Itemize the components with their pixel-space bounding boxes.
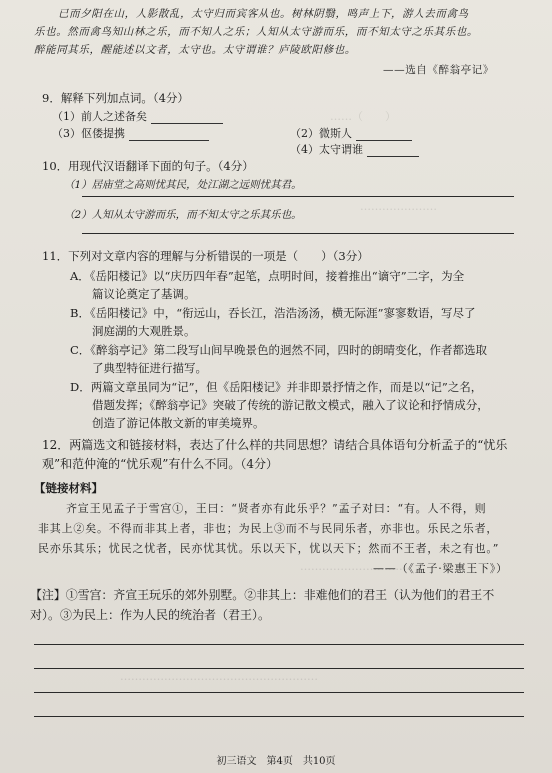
option-d-cont: 借题发挥；《醉翁亭记》突破了传统的游记散文模式，融入了议论和抒情成分， (92, 398, 489, 412)
option-a[interactable]: A．《岳阳楼记》以“庆历四年春”起笔，点明时间，接着推出“谪守”二字，为全 (70, 269, 465, 283)
option-b[interactable]: B．《岳阳楼记》中，“衔远山，吞长江，浩浩汤汤，横无际涯”寥寥数语，写尽了 (70, 306, 476, 320)
link-material-title: 【链接材料】 (34, 481, 103, 495)
page-footer: 初三语文 第4页 共10页 (216, 756, 336, 767)
q10-sentence-1: （1）居庙堂之高则忧其民，处江湖之远则忧其君。 (64, 179, 302, 191)
option-d-cont: 创造了游记体散文新的审美境界。 (92, 416, 265, 430)
answer-blank[interactable] (367, 156, 419, 157)
q10-sentence-2: （2）人知从太守游而乐，而不知太守之乐其乐也。 (64, 209, 302, 221)
answer-line[interactable] (34, 644, 524, 645)
option-d[interactable]: D．两篇文章虽同为“记”，但《岳阳楼记》并非即景抒情之作，而是以“记”之名， (70, 380, 483, 394)
option-c-cont: 了典型特征进行描写。 (92, 361, 207, 375)
q9-item-1: （1）前人之述备矣 (52, 110, 147, 123)
q9-item-3: （3）伛偻提携 (52, 127, 125, 140)
link-material-source: ——（《孟子·梁惠王下》） (373, 562, 508, 575)
question-12-stem: 12．两篇选文和链接材料，表达了什么样的共同思想？请结合具体语句分析孟子的“忧乐 (42, 438, 508, 452)
option-a-cont: 篇议论奠定了基调。 (92, 287, 196, 301)
passage-line: 醉能同其乐，醒能述以文者，太守也。太守谓谁？庐陵欧阳修也。 (34, 44, 356, 56)
link-material-line: 齐宣王见孟子于雪宫①，王曰：“贤者亦有此乐乎？”孟子对曰：“有。人不得，则 (66, 502, 487, 515)
answer-blank[interactable] (151, 123, 223, 124)
question-12-stem-cont: 观”和范仲淹的“忧乐观”有什么不同。（4分） (42, 457, 279, 471)
bleed-through-text: ……（ ） (330, 110, 396, 123)
question-11-stem: 11．下列对文章内容的理解与分析错误的一项是（ ）（3分） (42, 249, 369, 263)
link-material-line: 民亦乐其乐；忧民之忧者，民亦忧其忧。乐以天下，忧以天下；然而不王者，未之有也。” (38, 542, 500, 555)
bleed-through-text: ………………………… (300, 560, 410, 573)
note-line: 对）。③为民上：作为人民的统治者（君王）。 (30, 608, 271, 622)
passage-source: ——选自《醉翁亭记》 (383, 64, 494, 76)
q9-item-4: （4）太守谓谁 (290, 143, 363, 156)
bleed-through-text: ………………… (360, 200, 437, 213)
option-c[interactable]: C．《醉翁亭记》第二段写山间早晚景色的迥然不同，四时的朗晴变化，作者都选取 (70, 343, 488, 357)
answer-line[interactable] (34, 716, 524, 717)
answer-line[interactable] (82, 233, 514, 234)
question-10-stem: 10．用现代汉语翻译下面的句子。（4分） (42, 159, 254, 173)
note-line: 【注】①雪宫：齐宣王玩乐的郊外别墅。②非其上：非难他们的君王（认为他们的君王不 (30, 588, 495, 602)
answer-line[interactable] (34, 692, 524, 693)
q9-item-2: （2）微斯人 (290, 127, 352, 140)
question-9-stem: 9．解释下列加点词。（4分） (42, 91, 189, 105)
passage-line: 乐也。然而禽鸟知山林之乐，而不知人之乐；人知从太守游而乐，而不知太守之乐其乐也。 (34, 26, 478, 38)
answer-blank[interactable] (129, 140, 209, 141)
answer-line[interactable] (82, 196, 514, 197)
bleed-through-text: ……………………………………………… (120, 670, 318, 683)
answer-line[interactable] (34, 668, 524, 669)
link-material-line: 非其上②矣。不得而非其上者，非也；为民上③而不与民同乐者，亦非也。乐民之乐者， (38, 522, 499, 535)
option-b-cont: 洞庭湖的大观胜景。 (92, 324, 196, 338)
passage-line: 已而夕阳在山，人影散乱，太守归而宾客从也。树林阴翳，鸣声上下，游人去而禽鸟 (58, 8, 469, 20)
